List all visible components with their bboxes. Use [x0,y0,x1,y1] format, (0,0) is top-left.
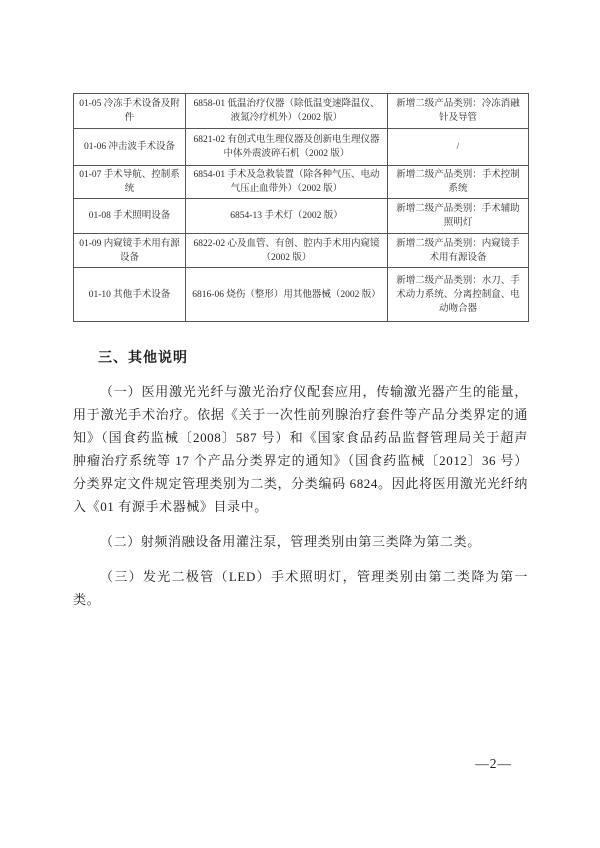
cell-old-class: 6858-01 低温治疗仪器（除低温变速降温仪、液氮冷疗机外）（2002 版） [186,94,388,129]
cell-category: 01-09 内窥镜手术用有源设备 [74,234,186,268]
cell-old-class: 6821-02 有创式电生理仪器及创新电生理仪器中体外震波碎石机（2002 版） [186,129,388,166]
table-row [74,166,529,199]
cell-old-class: 6816-06 烧伤（整形）用其他器械（2002 版） [186,268,388,322]
cell-note: 新增二级产品类别：内窥镜手术用有源设备 [388,234,529,268]
paragraph-1: （一）医用激光光纤与激光治疗仪配套应用，传输激光器产生的能量，用于激光手术治疗。依据《关于一次性前列腺治疗套件等产品分类界定的通知》（国食药监械〔2008〕587 号）和《国家食品药品监督管理局关于超声肿瘤治疗系统等 17 个产品分类界定的通知》（国食药监械〔2012〕36 号）分类界定文件规定管理类别为二类，分类编码 6824。因此将医用激光光纤纳入《01 有源手术器械》目录中。 [73,384,528,514]
cell-category: 01-05 冷冻手术设备及附件 [74,94,186,129]
table-row [74,129,529,166]
cell-note: 新增二级产品类别：水刀、手术动力系统、分离控制盒、电动吻合器 [388,268,529,322]
classification-table [73,93,529,322]
table-row [74,234,529,268]
paragraph-2: （二）射频消融设备用灌注泵，管理类别由第三类降为第二类。 [100,534,481,549]
cell-old-class: 6854-01 手术及急救装置（除各种气压、电动气压止血带外）（2002 版） [186,166,388,199]
cell-old-class: 6854-13 手术灯（2002 版） [186,199,388,234]
cell-category: 01-08 手术照明设备 [74,199,186,234]
section-heading: 三、其他说明 [98,349,188,365]
cell-old-class: 6822-02 心及血管、有创、腔内手术用内窥镜（2002 版） [186,234,388,268]
paragraph-3: （三）发光二极管（LED）手术照明灯，管理类别由第二类降为第一类。 [73,569,528,607]
cell-category: 01-07 手术导航、控制系统 [74,166,186,199]
cell-category: 01-10 其他手术设备 [74,268,186,322]
cell-note: 新增二级产品类别：手术辅助照明灯 [388,199,529,234]
page-number: —2— [475,756,512,771]
table-row [74,94,529,129]
cell-note: 新增二级产品类别：冷冻消融针及导管 [388,94,529,129]
cell-note: / [388,129,529,166]
table-row [74,268,529,322]
cell-category: 01-06 冲击波手术设备 [74,129,186,166]
table-row [74,199,529,234]
cell-note: 新增二级产品类别：手术控制系统 [388,166,529,199]
other-notes-section [73,347,528,611]
